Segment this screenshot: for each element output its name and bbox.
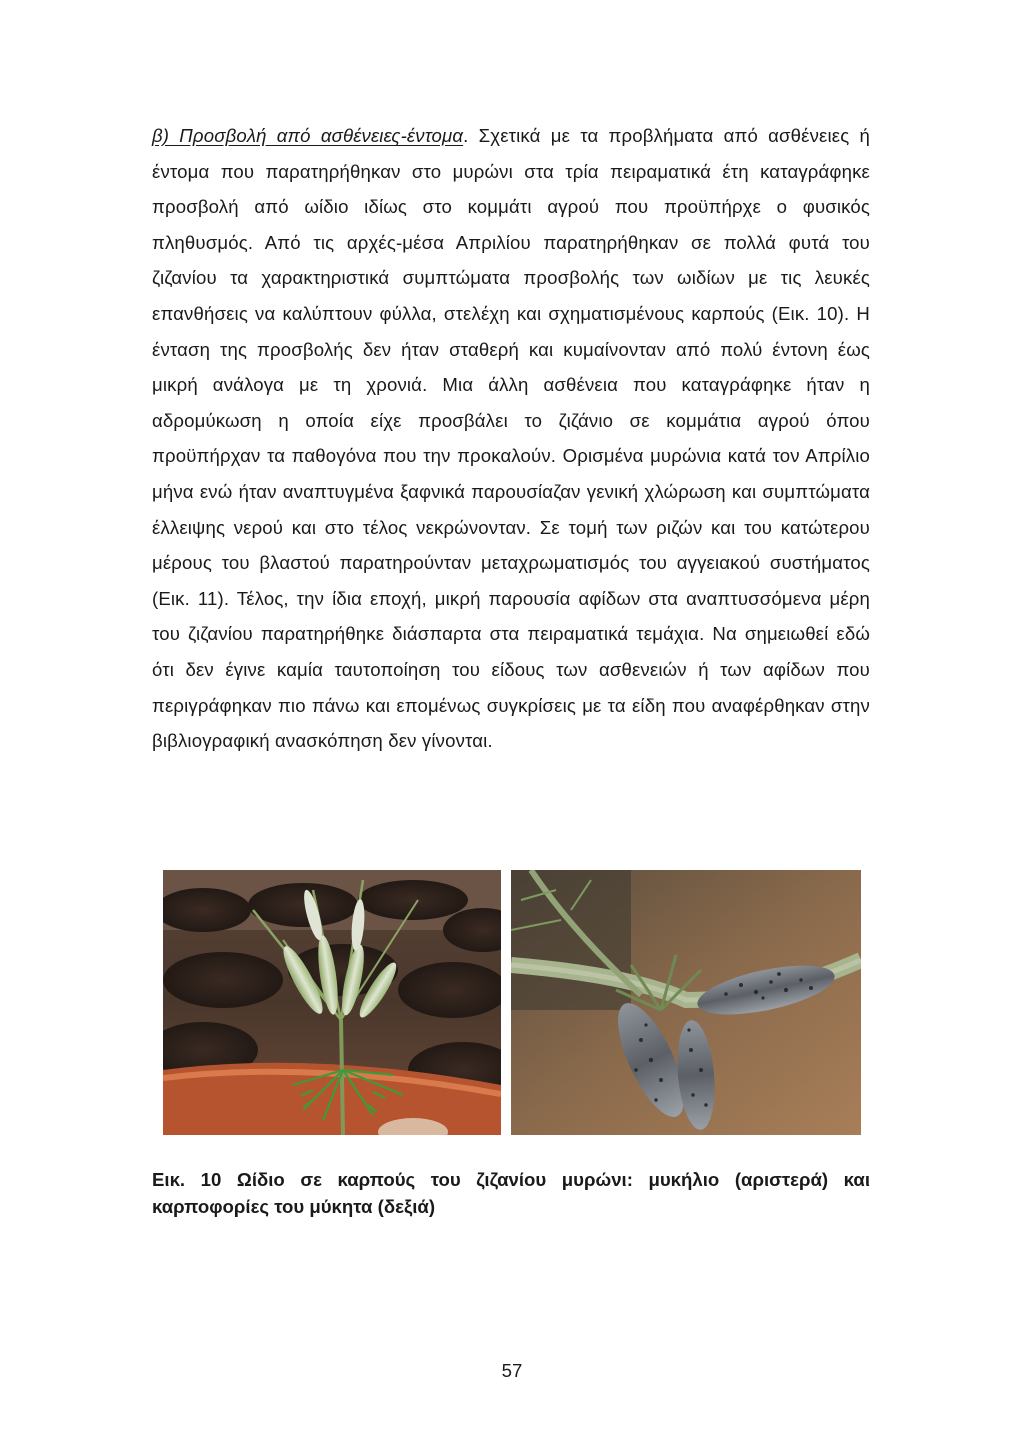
figure-caption: Εικ. 10 Ωίδιο σε καρπούς του ζιζανίου μυρώνι: μυκήλιο (αριστερά) και καρποφορίες του μύκητα (δεξιά)	[152, 1169, 870, 1217]
photo-mycelium-image	[163, 870, 501, 1135]
heading-punctuation: .	[463, 125, 469, 146]
photo-fruiting-bodies-image	[511, 870, 861, 1135]
photo-fruiting-bodies	[511, 870, 861, 1135]
body-paragraph	[152, 118, 870, 759]
paragraph-text: Σχετικά με τα προβλήματα από ασθένειες ή έντομα που παρατηρήθηκαν στο μυρώνι στα τρία πειραματικά έτη καταγράφηκε προσβολή από ωίδιο ιδίως στο κομμάτι αγρού που προϋπήρχε ο φυσικός πληθυσμός. Από τις αρχές-μέσα Απριλίου παρατηρήθηκαν σε πολλά φυτά του ζιζανίου τα χαρακτηριστικά συμπτώματα προσβολής των ωιδίων με τις λευκές επανθήσεις να καλύπτουν φύλλα, στελέχη και σχηματισμένους καρπούς (Εικ. 10). Η ένταση της προσβολής δεν ήταν σταθερή και κυμαίνονταν από πολύ έντονη έως μικρή ανάλογα με τη χρονιά. Μια άλλη ασθένεια που καταγράφηκε ήταν η αδρομύκωση η οποία είχε προσβάλει το ζιζάνιο σε κομμάτια αγρού όπου προϋπήρχαν τα παθογόνα που την προκαλούν. Ορισμένα μυρώνια κατά τον Απρίλιο μήνα ενώ ήταν αναπτυγμένα ξαφνικά παρουσίαζαν γενική χλώρωση και συμπτώματα έλλειψης νερού και στο τέλος νεκρώνονταν. Σε τομή των ριζών και του κατώτερου μέρους του βλαστού παρατηρούνταν μεταχρωματισμός του αγγειακού συστήματος (Εικ. 11). Τέλος, την ίδια εποχή, μικρή παρουσία αφίδων στα αναπτυσσόμενα μέρη του ζιζανίου παρατηρήθηκε διάσπαρτα στα πειραματικά τεμάχια. Να σημειωθεί εδώ ότι δεν έγινε καμία ταυτοποίηση του είδους των ασθενειών ή των αφίδων που περιγράφηκαν πιο πάνω και επομένως συγκρίσεις με τα είδη που αναφέρθηκαν στην βιβλιογραφική ανασκόπηση δεν γίνονται.	[152, 125, 870, 752]
photo-mycelium	[163, 870, 501, 1135]
page-number: 57	[501, 1360, 523, 1381]
section-heading: β) Προσβολή από ασθένειες-έντομα	[152, 125, 464, 146]
figure-10	[163, 870, 861, 1135]
